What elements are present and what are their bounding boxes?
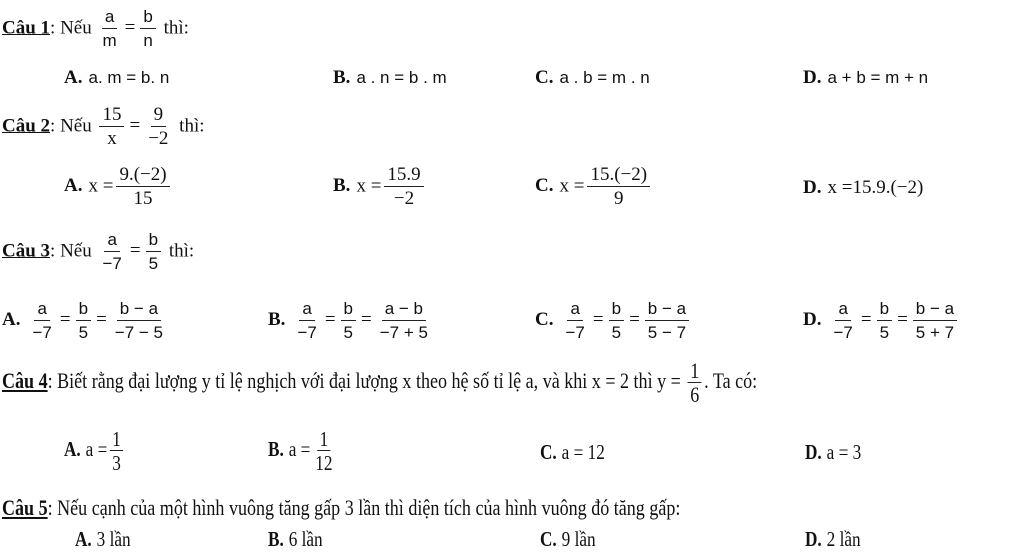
question-4-stem: Câu 4: Biết rằng đại lượng y tỉ lệ nghịch với đại lượng x theo hệ số tỉ lệ a, và khi x = 2 thì y = $\frac{1}{6}$ . Ta có:	[2, 358, 758, 407]
option-2c[interactable]: C. x = $\frac{15.(-2)}{9}$	[535, 166, 653, 208]
question-label: Câu 4	[2, 368, 48, 394]
option-5b[interactable]: B. 6 lần	[268, 527, 323, 551]
option-4d[interactable]: D. a = 3	[805, 440, 862, 464]
option-1a[interactable]: A. a. m = b. n	[64, 67, 170, 88]
option-2a[interactable]: A. x = $\frac{9.(-2)}{15}$	[64, 166, 173, 208]
question-label: Câu 2	[2, 115, 51, 137]
option-2d[interactable]: D. x =15.9.(−2)	[803, 177, 924, 198]
fraction: $\frac{b}{5}$	[146, 231, 161, 273]
question-3-stem: Câu 3: Nếu $\frac{a}{-7}$ = $\frac{b}{5}$ thì:	[2, 230, 195, 273]
fraction: $\frac{15}{x}$	[99, 106, 124, 148]
option-1c[interactable]: C. a . b = m . n	[535, 67, 650, 88]
option-1b[interactable]: B. a . n = b . m	[333, 67, 447, 88]
option-2b[interactable]: B. x = $\frac{15.9}{-2}$	[333, 166, 427, 208]
option-1d[interactable]: D. a + b = m + n	[803, 67, 929, 88]
question-label: Câu 1	[2, 17, 51, 39]
fraction: $\frac{a}{m}$	[102, 7, 117, 50]
option-4a[interactable]: A. a = $\frac{1}{3}$	[64, 430, 126, 472]
option-3d[interactable]: D. $\frac{a}{-7}$ = $\frac{b}{5}$ = $\frac{b - a}{5 + 7}$	[803, 300, 960, 342]
option-5d[interactable]: D. 2 lần	[805, 527, 861, 551]
option-3c[interactable]: C. $\frac{a}{-7}$ = $\frac{b}{5}$ = $\frac{b - a}{5 - 7}$	[535, 300, 692, 342]
question-label: Câu 3	[2, 240, 51, 262]
option-5c[interactable]: C. 9 lần	[540, 527, 596, 551]
option-3a[interactable]: A. $\frac{a}{-7}$ = $\frac{b}{5}$ = $\frac{b - a}{-7 - 5}$	[2, 299, 163, 342]
question-5-stem: Câu 5: Nếu cạnh của một hình vuông tăng gấp 3 lần thì diện tích của hình vuông đó tăng gấp:	[2, 495, 681, 520]
question-2-stem: Câu 2: Nếu $\frac{15}{x}$ = $\frac{9}{-2}$ thì:	[2, 104, 205, 149]
fraction: $\frac{9}{-2}$	[148, 104, 169, 149]
question-label: Câu 5	[2, 495, 48, 520]
option-4c[interactable]: C. a = 12	[540, 440, 605, 464]
option-4b[interactable]: B. a = $\frac{1}{12}$	[268, 427, 333, 475]
fraction: $\frac{b}{n}$	[140, 8, 155, 50]
option-5a[interactable]: A. 3 lần	[75, 527, 131, 551]
option-3b[interactable]: B. $\frac{a}{-7}$ = $\frac{b}{5}$ = $\frac{a - b}{-7 + 5}$	[268, 299, 428, 342]
fraction: $\frac{a}{-7}$	[102, 230, 122, 273]
question-1-stem: Câu 1: Nếu $\frac{a}{m}$ = $\frac{b}{n}$ thì:	[2, 7, 189, 50]
fraction: $\frac{1}{6}$	[688, 362, 702, 404]
